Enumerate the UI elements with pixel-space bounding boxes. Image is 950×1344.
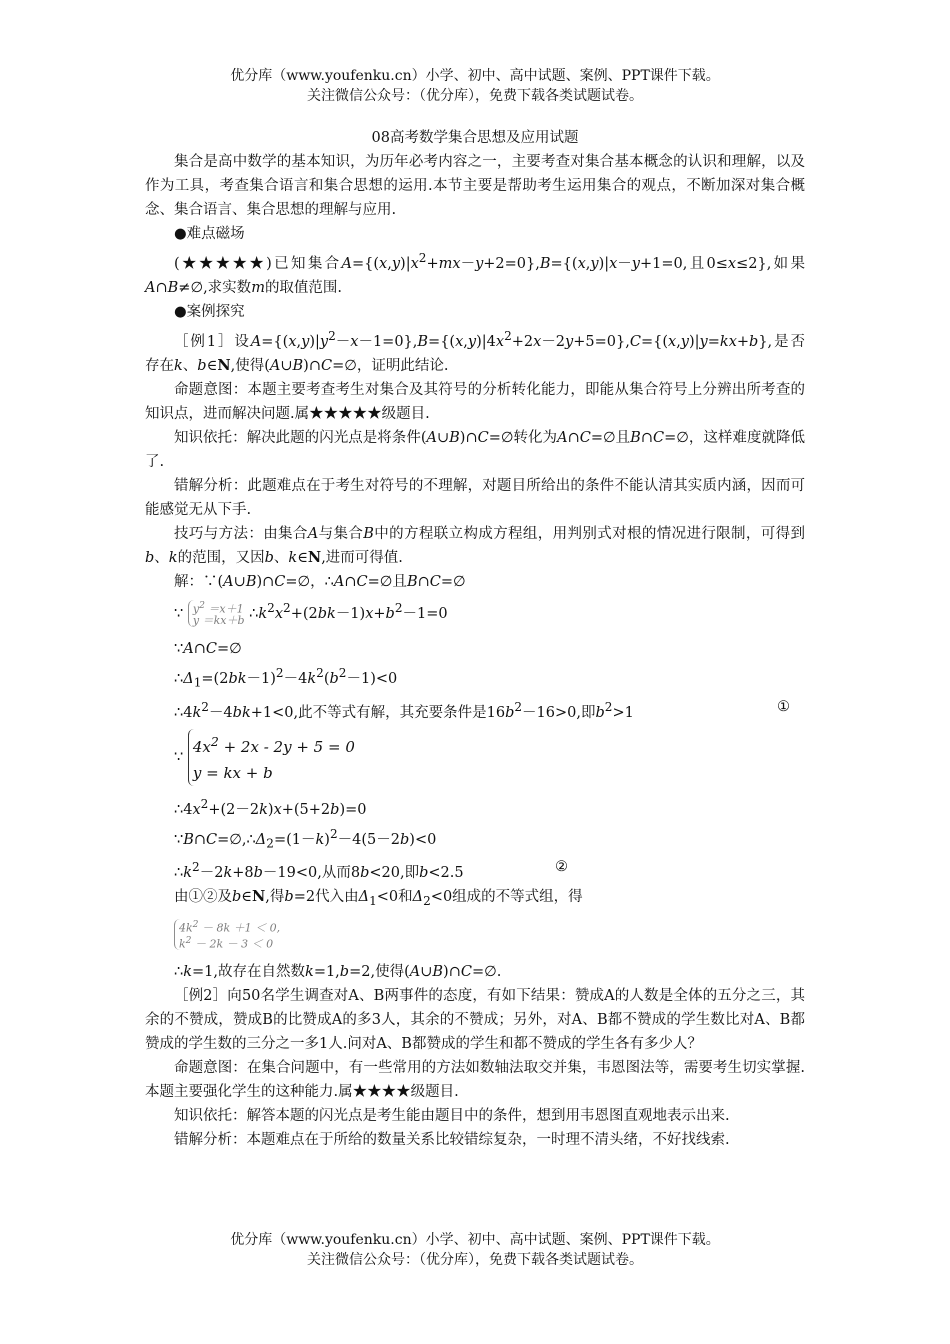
header-line-1: 优分库（www.youfenku.cn）小学、初中、高中试题、案例、PPT课件下载。 (230, 68, 720, 84)
inequality-system: $4k^2 - 8k +1 < 0$, $k^2 - 2k - 3 < 0$ (174, 919, 280, 950)
example-1-method: 技巧与方法：由集合A与集合B中的方程联立构成方程组，用判别式对根的情况进行限制，可得到b、k的范围，又因b、k∈N,进而可得值. (145, 525, 806, 566)
solution-line-5: $\therefore 4k^2-4bk+1<0$,此不等式有解，其充要条件是$16b^2-16>0$,即$b^2>1$ ① (145, 695, 805, 725)
warmup-problem: (★★★★★)已知集合$A=\{(x,y)|x^2+mx-y+2=0\},B=\{(x,y)|x-y+1=0$,且0≤x≤2},如果A∩B≠∅,求实数m的取值范围. (145, 251, 805, 296)
example-2-problem: ［例2］向50名学生调查对A、B两事件的态度，有如下结果：赞成A的人数是全体的五分之三，其余的不赞成，赞成B的比赞成A的多3人，其余的不赞成；另外，对A、B都不赞成的学生数比对A、B都赞成的学生数的三分之一多1人.问对A、B都赞成的学生和都不赞成的学生各有多少人？ (145, 988, 805, 1053)
solution-line-8: $\because B\cap C=\emptyset,\therefore\Delta_2=(1-k)^2-4(5-2b)<0$ (174, 826, 437, 851)
example-1-intent: 命题意图：本题主要考查考生对集合及其符号的分析转化能力，即能从集合符号上分辨出所考查的知识点，进而解决问题.属★★★★★级题目. (145, 381, 805, 422)
example-1-basis: 知识依托：解决此题的闪光点是将条件(A∪B)∩C=∅转化为A∩C=∅且B∩C=∅，这样难度就降低了. (145, 429, 806, 470)
solution-line-1: 解：∵(A∪B)∩C=∅，∴A∩C=∅且B∩C=∅ (174, 573, 466, 590)
solution-line-6: ∵ $4x^2 + 2x - 2y + 5 = 0$ y = kx + b (145, 729, 805, 786)
footer-line-2: 关注微信公众号：（优分库），免费下载各类试题试卷。 (307, 1252, 643, 1268)
intro-paragraph: 集合是高中数学的基本知识，为历年必考内容之一，主要考查对集合基本概念的认识和理解，以及作为工具，考查集合语言和集合思想的运用.本节主要是帮助考生运用集合的观点，不断加深对集合概念、集合语言、集合思想的理解与应用. (145, 154, 805, 218)
equation-system-1: $y^2 =x+1$ y ＝kx＋b (188, 600, 245, 628)
document-body (145, 126, 805, 1152)
solution-line-9: $\therefore k^2-2k+8b-19<0$,从而8b<20,即b<2.5 ② (145, 855, 805, 885)
solution-line-11 (145, 919, 805, 950)
footer-line-1: 优分库（www.youfenku.cn）小学、初中、高中试题、案例、PPT课件下载。 (230, 1232, 720, 1248)
header-line-2: 关注微信公众号：（优分库），免费下载各类试题试卷。 (307, 88, 643, 104)
example-1-error: 错解分析：此题难点在于考生对符号的不理解，对题目所给出的条件不能认清其实质内涵，因而可能感觉无从下手. (145, 477, 805, 518)
section-heading-difficulty: ● 难点磁场 (145, 222, 805, 246)
marker-2: ② (555, 859, 568, 876)
solution-line-2: ∵ $y^2 =x+1$ y ＝kx＋b $\therefore k^2x^2+(2bk-1)x+b^2-1=0$ (174, 599, 448, 628)
equation-system-2: $4x^2 + 2x - 2y + 5 = 0$ y = kx + b (188, 729, 355, 786)
page-footer (0, 1230, 950, 1270)
solution-line-4: $\therefore\Delta_1=(2bk-1)^2-4k^2(b^2-1)<0$ (174, 666, 398, 691)
example-2-intent: 命题意图：在集合问题中，有一些常用的方法如数轴法取交并集，韦恩图法等，需要考生切实掌握.本题主要强化学生的这种能力.属★★★★级题目. (145, 1060, 805, 1101)
example-2-error: 错解分析：本题难点在于所给的数量关系比较错综复杂，一时理不清头绪，不好找线索. (174, 1132, 730, 1149)
page-header (0, 66, 950, 106)
solution-line-12: ∴k=1,故存在自然数k=1,b=2,使得(A∪B)∩C=∅. (174, 964, 502, 981)
example-2-basis: 知识依托：解答本题的闪光点是考生能由题目中的条件，想到用韦恩图直观地表示出来. (174, 1108, 730, 1125)
page-title: 08高考数学集合思想及应用试题 (371, 130, 579, 146)
section-heading-cases: ● 案例探究 (145, 300, 805, 324)
solution-line-3: ∵A∩C=∅ (174, 641, 242, 658)
example-1-problem: ［例1］设$A=\{(x,y)|y^2-x-1=0\},B=\{(x,y)|4x^2+2x-2y+5=0\},C=\{(x,y)|y=kx+b\}$,是否存在k、b∈N,使得(A∪B)∩C=∅，证明此结论. (145, 328, 805, 374)
solution-line-10: 由①②及b∈N,得b=2代入由$\Delta_1<0$和$\Delta_2<0$组成的不等式组，得 (174, 888, 583, 909)
solution-line-7: $\therefore 4x^2+(2-2k)x+(5+2b)=0$ (174, 796, 367, 818)
marker-1: ① (777, 699, 790, 716)
